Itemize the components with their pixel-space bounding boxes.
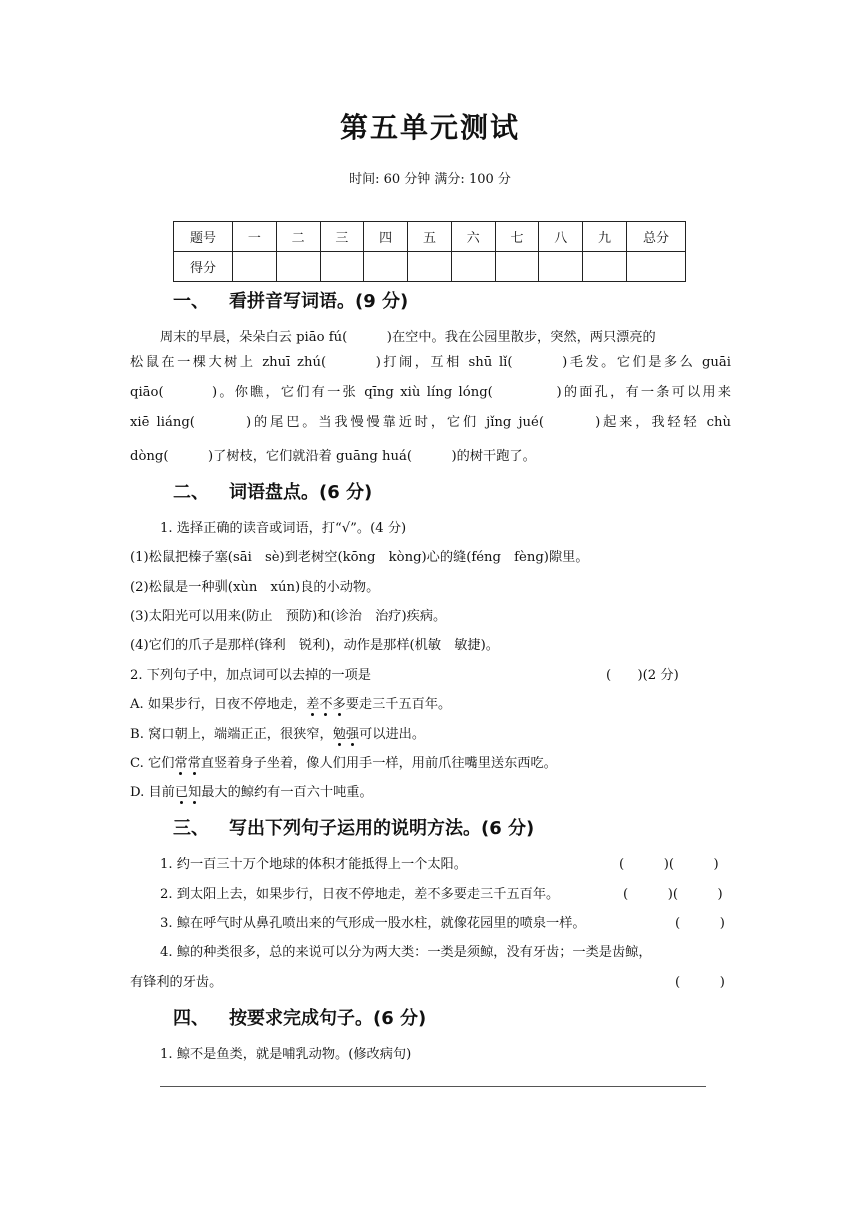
section-3-heading — [173, 814, 534, 840]
score-table-col: 四 — [364, 222, 408, 252]
s4-question-1: 1. 鲸不是鱼类，就是哺乳动物。(修改病句) — [160, 1047, 412, 1062]
score-cell[interactable] — [320, 252, 364, 282]
s2-option-d — [130, 781, 731, 800]
score-cell[interactable] — [583, 252, 627, 282]
s1-line: 松鼠在一棵大树上 zhuī zhú( )打闹，互相 shū lǐ( )毛发。它们是多么 guāi — [130, 355, 731, 370]
score-table-col: 八 — [539, 222, 583, 252]
score-cell[interactable] — [451, 252, 495, 282]
option-text: 要走三千五百年。 — [345, 697, 452, 712]
s2-q1-item: (1)松鼠把榛子塞(sāi sè)到老树空(kōng kòng)心的缝(féng fèng)隙里。 — [130, 550, 589, 565]
answer-line[interactable] — [160, 1086, 706, 1087]
section-1-heading — [173, 287, 408, 313]
score-cell[interactable] — [408, 252, 452, 282]
score-table-label: 题号 — [174, 222, 233, 252]
dotted-char: 常 — [174, 752, 187, 771]
s3-question-4: 4. 鲸的种类很多，总的来说可以分为两大类：一类是须鲸，没有牙齿；一类是齿鲸， — [160, 945, 652, 960]
score-table-score-row — [174, 252, 686, 282]
dotted-char: 多 — [333, 693, 346, 712]
dotted-char: 勉 — [333, 723, 346, 742]
dotted-char: 强 — [346, 723, 359, 742]
option-text: 可以进出。 — [359, 727, 426, 742]
s1-line: qiāo( )。你瞧，它们有一张 qīng xiù líng lóng( )的面孔，有一条可以用来 — [130, 385, 731, 400]
option-text: 直竖着身子坐着，像人们用手一样，用前爪往嘴里送东西吃。 — [200, 756, 557, 771]
s2-q2-answer-slot[interactable]: ( )(2 分) — [606, 668, 679, 683]
score-table-col: 七 — [495, 222, 539, 252]
section-number: 三、 — [173, 818, 209, 839]
option-text: C. 它们 — [130, 756, 175, 771]
s3-q1-answer-slot[interactable]: ( )( ) — [619, 857, 719, 872]
option-text: 最大的鲸约有一百六十吨重。 — [201, 785, 373, 800]
dotted-char: 不 — [319, 693, 332, 712]
s3-question-3: 3. 鲸在呼气时从鼻孔喷出来的气形成一股水柱，就像花园里的喷泉一样。 — [160, 916, 586, 931]
exam-info: 时间: 60 分钟 满分: 100 分 — [349, 172, 511, 187]
score-table-label: 得分 — [174, 252, 233, 282]
score-cell-total[interactable] — [627, 252, 686, 282]
s1-line: xiē liáng( )的尾巴。当我慢慢靠近时，它们 jǐng jué( )起来，我轻轻 chù — [130, 415, 731, 430]
option-text: A. 如果步行，日夜不停地走， — [130, 697, 307, 712]
section-number: 一、 — [173, 291, 209, 312]
score-cell[interactable] — [364, 252, 408, 282]
score-table — [173, 221, 686, 282]
s2-question-2: 2. 下列句子中，加点词可以去掉的一项是 — [130, 668, 371, 683]
section-number: 四、 — [173, 1008, 209, 1029]
section-4-heading — [173, 1004, 426, 1030]
score-table-col: 三 — [320, 222, 364, 252]
score-cell[interactable] — [539, 252, 583, 282]
dotted-char: 知 — [188, 781, 201, 800]
s2-q1-item: (3)太阳光可以用来(防止 预防)和(诊治 治疗)疾病。 — [130, 609, 447, 624]
s3-q4-answer-slot[interactable]: ( ) — [675, 975, 725, 990]
s3-question-1: 1. 约一百三十万个地球的体积才能抵得上一个太阳。 — [160, 857, 467, 872]
section-title: 按要求完成句子。(6 分) — [229, 1008, 427, 1029]
score-cell[interactable] — [233, 252, 277, 282]
dotted-char: 已 — [175, 781, 188, 800]
score-cell[interactable] — [495, 252, 539, 282]
s2-question-1: 1. 选择正确的读音或词语，打“√”。(4 分) — [160, 521, 407, 536]
section-title: 写出下列句子运用的说明方法。(6 分) — [229, 818, 535, 839]
section-number: 二、 — [173, 482, 209, 503]
page-title: 第五单元测试 — [339, 111, 520, 144]
s2-option-a — [130, 693, 731, 712]
section-2-heading — [173, 478, 372, 504]
s3-question-4-cont: 有锋利的牙齿。 — [130, 975, 223, 990]
section-title: 看拼音写词语。(9 分) — [229, 291, 409, 312]
dotted-char: 差 — [306, 693, 319, 712]
s2-option-c — [130, 752, 731, 771]
option-text: B. 窝口朝上，端端正正，很狭窄， — [130, 727, 333, 742]
s2-q1-item: (4)它们的爪子是那样(锋利 锐利)，动作是那样(机敏 敏捷)。 — [130, 638, 499, 653]
s3-question-2: 2. 到太阳上去，如果步行，日夜不停地走，差不多要走三千五百年。 — [160, 887, 560, 902]
s3-q2-answer-slot[interactable]: ( )( ) — [623, 887, 723, 902]
score-cell[interactable] — [276, 252, 320, 282]
score-table-col: 五 — [408, 222, 452, 252]
score-table-header-row — [174, 222, 686, 252]
section-title: 词语盘点。(6 分) — [229, 482, 373, 503]
score-table-col-total: 总分 — [627, 222, 686, 252]
dotted-char: 常 — [188, 752, 201, 771]
score-table-col: 九 — [583, 222, 627, 252]
score-table-col: 六 — [451, 222, 495, 252]
score-table-col: 一 — [233, 222, 277, 252]
score-table-col: 二 — [276, 222, 320, 252]
s3-q3-answer-slot[interactable]: ( ) — [675, 916, 725, 931]
option-text: D. 目前 — [130, 785, 175, 800]
s1-line: 周末的早晨，朵朵白云 piāo fú( )在空中。我在公园里散步，突然，两只漂亮的 — [160, 330, 656, 345]
s1-line: dòng( )了树枝，它们就沿着 guāng huá( )的树干跑了。 — [130, 449, 536, 464]
s2-q1-item: (2)松鼠是一种驯(xùn xún)良的小动物。 — [130, 580, 380, 595]
s2-option-b — [130, 723, 731, 742]
